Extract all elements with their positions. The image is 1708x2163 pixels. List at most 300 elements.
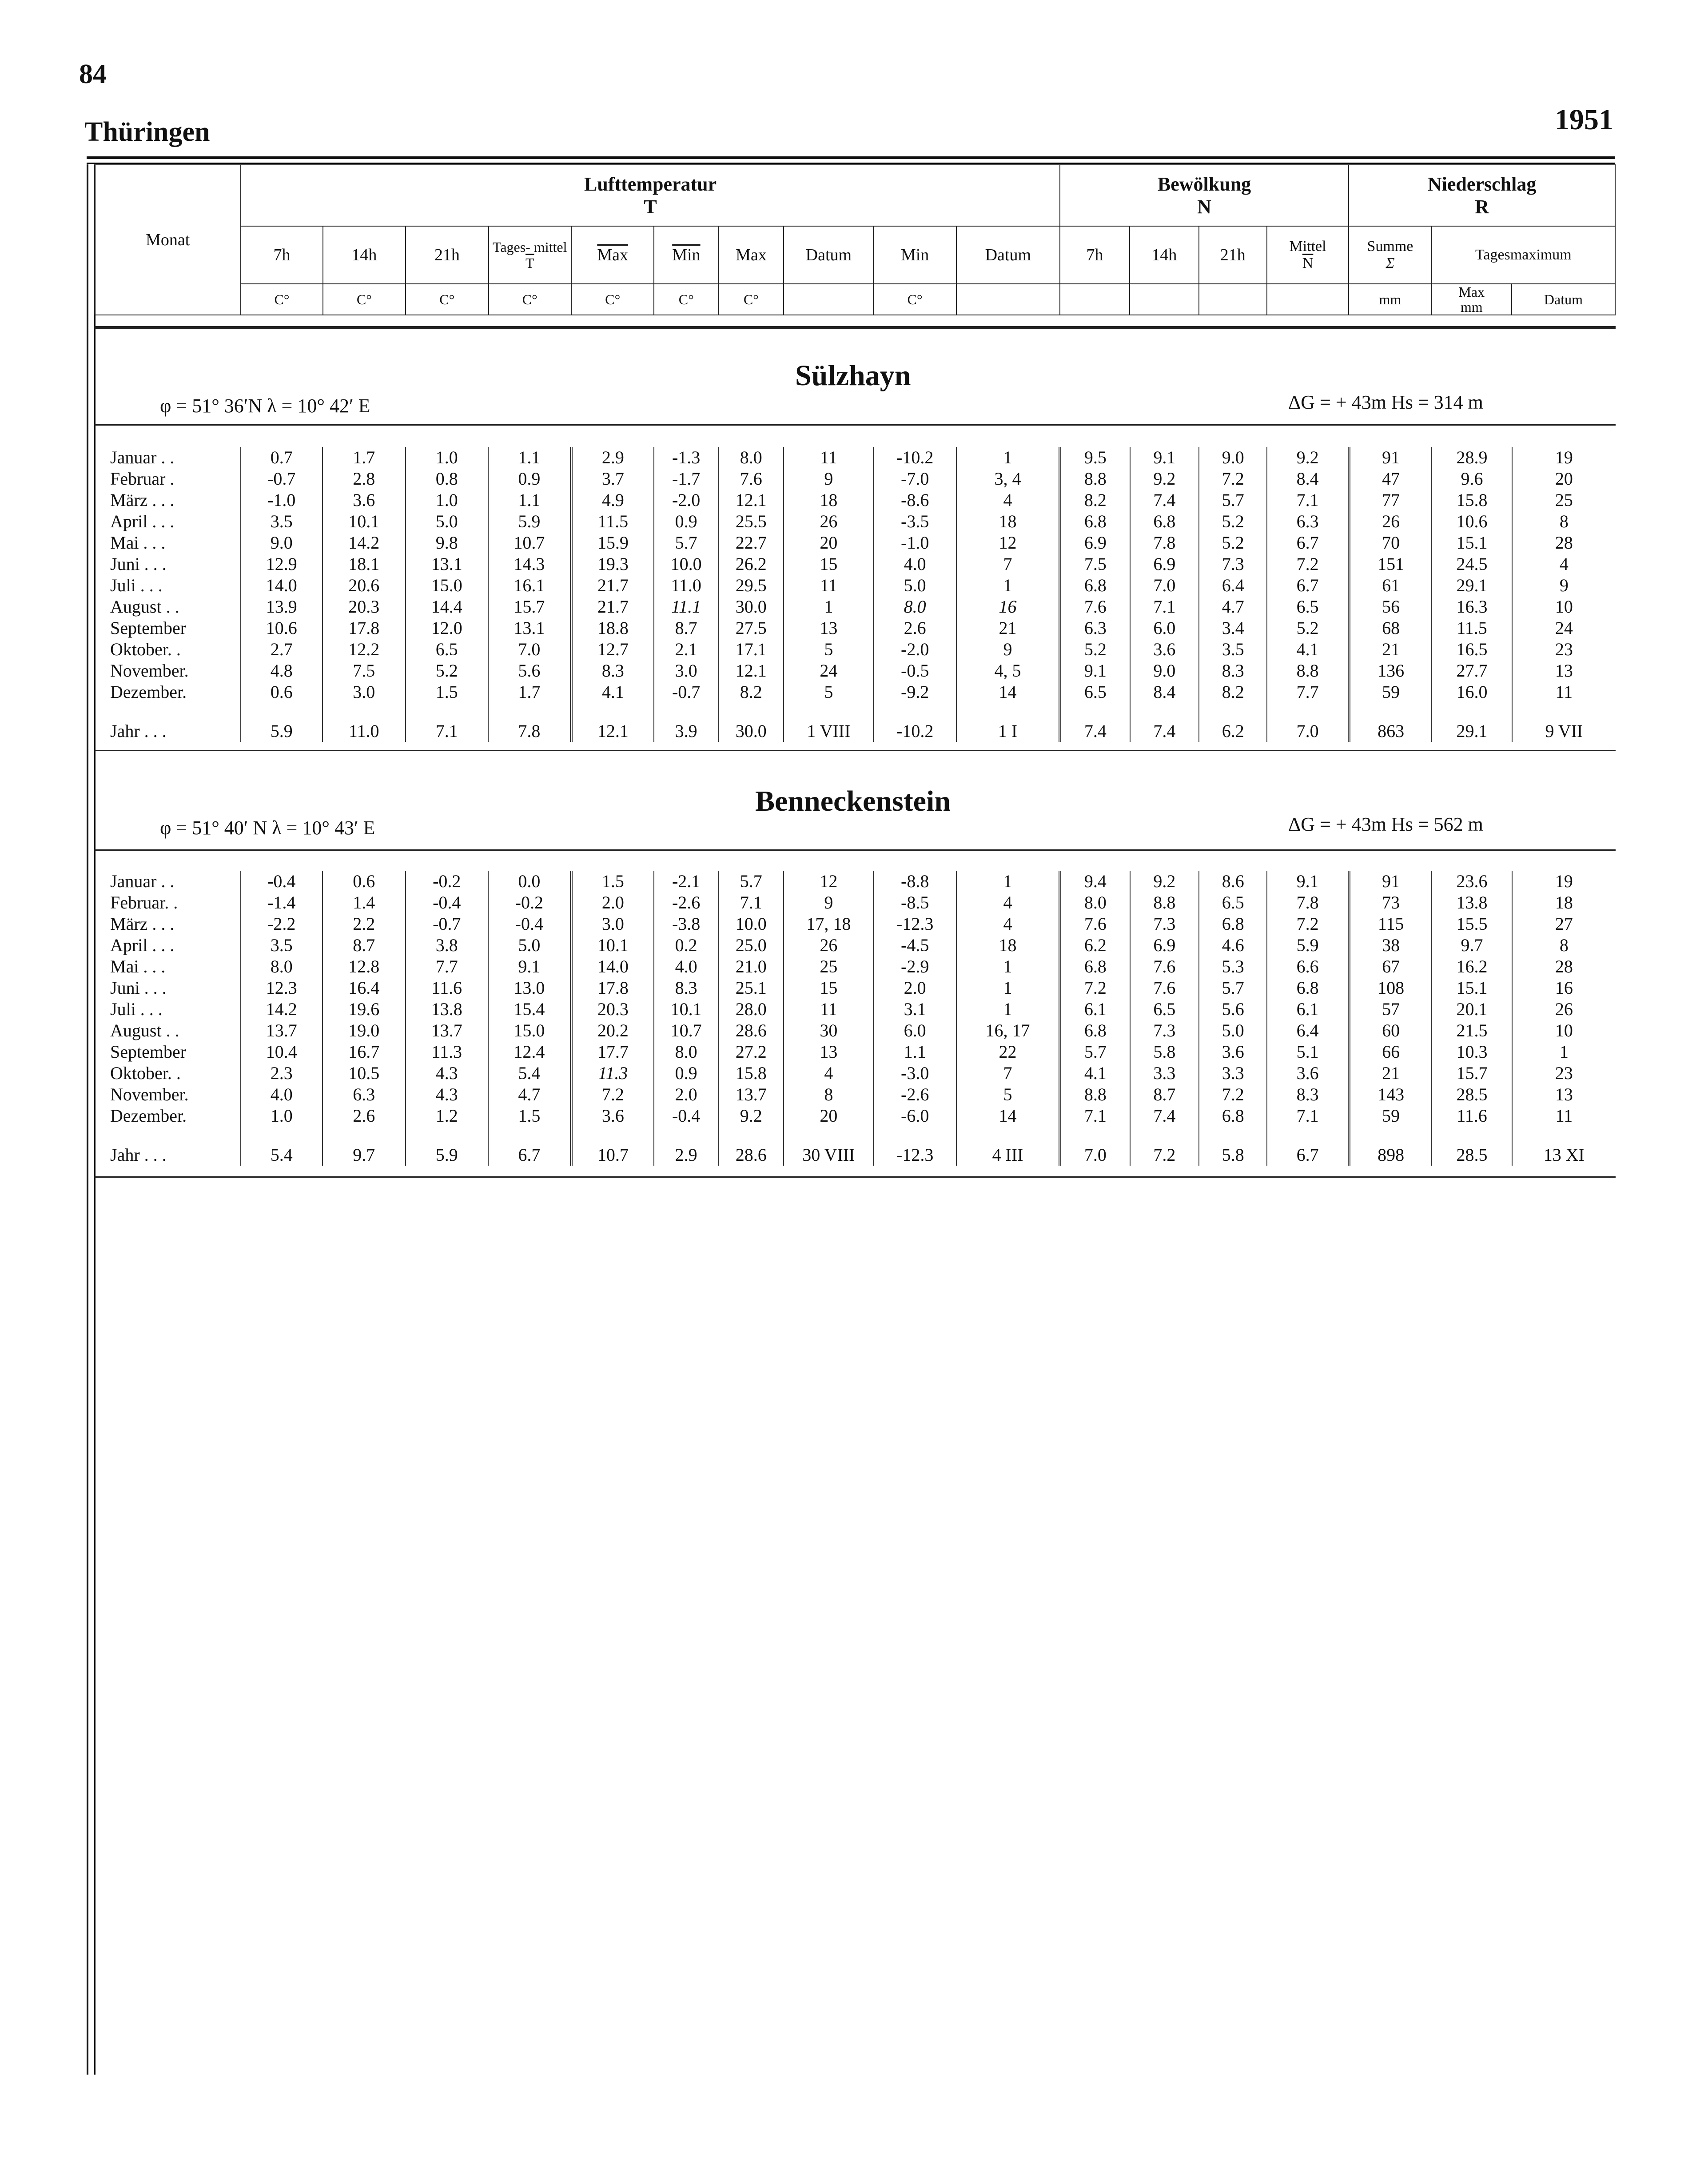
table-cell: 1 I xyxy=(956,703,1060,742)
table-cell: 15.8 xyxy=(718,1063,784,1084)
table-cell: 25.1 xyxy=(718,977,784,999)
table-cell: 16.4 xyxy=(322,977,406,999)
table-cell: -3.0 xyxy=(873,1063,956,1084)
table-cell: 17, 18 xyxy=(784,913,873,935)
col-n-7h xyxy=(1060,226,1130,284)
table-cell: 4.8 xyxy=(241,660,322,681)
table-cell: -2.6 xyxy=(654,892,718,913)
table-cell: 28.6 xyxy=(718,1127,784,1166)
table-cell: 7.2 xyxy=(1267,554,1349,575)
table-cell: 5 xyxy=(784,639,873,660)
unit-c: C° xyxy=(439,291,455,307)
summe-label: Summe xyxy=(1367,238,1413,255)
table-cell: 4 xyxy=(956,913,1060,935)
table-cell: 19.6 xyxy=(322,999,406,1020)
table-cell: 7.2 xyxy=(1199,468,1267,490)
table-cell: 15.4 xyxy=(488,999,571,1020)
table-row xyxy=(94,639,1616,660)
table-cell: 14 xyxy=(956,1105,1060,1127)
table-cell: 11.5 xyxy=(571,511,654,532)
table-cell: 4.1 xyxy=(1060,1063,1130,1084)
table-cell: 13.8 xyxy=(1432,892,1512,913)
month-label: Dezember. xyxy=(110,1106,187,1126)
table-cell: 5.7 xyxy=(654,532,718,554)
table-cell: 12.1 xyxy=(718,660,784,681)
table-cell: 6.1 xyxy=(1060,999,1130,1020)
table-cell: 7.3 xyxy=(1199,554,1267,575)
table-cell: 7.0 xyxy=(1060,1127,1130,1166)
table-cell: 28.0 xyxy=(718,999,784,1020)
table-cell: 12.7 xyxy=(571,639,654,660)
table-cell: -2.6 xyxy=(873,1084,956,1105)
table-cell: 1.7 xyxy=(488,681,571,703)
table-cell: 4.6 xyxy=(1199,935,1267,956)
table-cell: 19 xyxy=(1512,871,1616,892)
table-cell: 5.2 xyxy=(406,660,489,681)
table-cell: 8.7 xyxy=(1130,1084,1199,1105)
month-label: Juli . . . xyxy=(110,575,163,595)
month-label: Jahr . . . xyxy=(110,1145,167,1165)
table-cell: 9 xyxy=(956,639,1060,660)
table-cell: 7.0 xyxy=(1267,703,1349,742)
table-cell: 4.3 xyxy=(406,1063,489,1084)
table-cell: 28.9 xyxy=(1432,447,1512,468)
table-cell: 18 xyxy=(1512,892,1616,913)
table-cell: 18.8 xyxy=(571,617,654,639)
table-cell: 61 xyxy=(1349,575,1432,596)
col-min-datum xyxy=(956,226,1060,284)
table-cell: 9.0 xyxy=(1199,447,1267,468)
table-cell: 5.2 xyxy=(1199,532,1267,554)
table-cell: 21 xyxy=(1349,639,1432,660)
table-cell: 5.2 xyxy=(1060,639,1130,660)
table-cell: 3.5 xyxy=(241,511,322,532)
table-cell: 5.9 xyxy=(241,703,322,742)
col-7h-label: 7h xyxy=(273,246,291,264)
table-cell: 2.6 xyxy=(322,1105,406,1127)
table-cell: 0.8 xyxy=(406,468,489,490)
table-cell: 17.1 xyxy=(718,639,784,660)
table-cell: 73 xyxy=(1349,892,1432,913)
table-cell: 10.5 xyxy=(322,1063,406,1084)
table-cell: 8.4 xyxy=(1267,468,1349,490)
table-cell: 8.8 xyxy=(1060,468,1130,490)
min-datum-label: Datum xyxy=(985,246,1031,264)
unit-c: C° xyxy=(274,291,290,307)
table-cell: -0.7 xyxy=(654,681,718,703)
table-cell: 16.1 xyxy=(488,575,571,596)
table-cell: 4.7 xyxy=(488,1084,571,1105)
table-cell: 7.4 xyxy=(1130,703,1199,742)
table-cell: 2.8 xyxy=(322,468,406,490)
header-niederschlag xyxy=(1349,165,1615,226)
table-cell: 6.8 xyxy=(1130,511,1199,532)
table-cell: 11 xyxy=(784,575,873,596)
table-cell: -0.7 xyxy=(241,468,322,490)
table-cell: 10.6 xyxy=(1432,511,1512,532)
bewoelkung-symbol: N xyxy=(1197,196,1211,218)
table-cell: 3.6 xyxy=(1267,1063,1349,1084)
table-cell: 7.8 xyxy=(488,703,571,742)
table-cell: 6.7 xyxy=(488,1127,571,1166)
month-label: Juli . . . xyxy=(110,999,163,1019)
table-cell: 7.4 xyxy=(1130,490,1199,511)
max-mean-label: $\overline{Max}$ xyxy=(597,246,628,264)
table-cell: 0.9 xyxy=(488,468,571,490)
table-cell: 8.0 xyxy=(718,447,784,468)
table-cell: 15.0 xyxy=(406,575,489,596)
col-max-datum xyxy=(784,226,873,284)
table-cell: 7.7 xyxy=(1267,681,1349,703)
lufttemperatur-symbol: T xyxy=(644,196,657,218)
unit-tm-max xyxy=(1432,284,1512,315)
table-cell: 21.5 xyxy=(1432,1020,1512,1041)
table-cell: 9.2 xyxy=(1130,468,1199,490)
table-cell: 27.5 xyxy=(718,617,784,639)
table-cell: 1.2 xyxy=(406,1105,489,1127)
table-cell: 108 xyxy=(1349,977,1432,999)
year-row xyxy=(94,1127,1616,1166)
table-cell: 4.1 xyxy=(1267,639,1349,660)
table-cell: 6.5 xyxy=(406,639,489,660)
table-cell: 11.3 xyxy=(571,1063,654,1084)
col-21h-label: 21h xyxy=(434,246,460,264)
table-cell: 4.0 xyxy=(873,554,956,575)
table-cell: 20.1 xyxy=(1432,999,1512,1020)
table-cell: 10.7 xyxy=(571,1127,654,1166)
table-cell: 3.6 xyxy=(1199,1041,1267,1063)
table-cell: 47 xyxy=(1349,468,1432,490)
table-cell: 4 xyxy=(956,490,1060,511)
table-cell: -12.3 xyxy=(873,913,956,935)
month-label: November. xyxy=(110,661,189,681)
table-cell: -1.3 xyxy=(654,447,718,468)
table-cell: 3.0 xyxy=(322,681,406,703)
table-cell: 7.8 xyxy=(1267,892,1349,913)
table-cell: 3, 4 xyxy=(956,468,1060,490)
month-label: Juni . . . xyxy=(110,554,167,574)
table-cell: 10.0 xyxy=(654,554,718,575)
table-cell: 4 xyxy=(1512,554,1616,575)
mittel-label: Mittel xyxy=(1289,238,1326,255)
table-cell: 1 xyxy=(1512,1041,1616,1063)
unit-21h xyxy=(406,284,488,315)
col-summe xyxy=(1349,226,1431,284)
table-cell: 8.7 xyxy=(322,935,406,956)
table-cell: 3.0 xyxy=(571,913,654,935)
col-n-mittel xyxy=(1267,226,1349,284)
table-cell: 20.3 xyxy=(322,596,406,617)
month-label: April . . . xyxy=(110,511,175,531)
station-coords: φ = 51° 40′ N λ = 10° 43′ E xyxy=(160,817,375,839)
lufttemperatur-label: Lufttemperatur xyxy=(584,173,717,195)
unit-min-mean xyxy=(654,284,718,315)
table-cell: 20 xyxy=(1512,468,1616,490)
table-cell: 29.1 xyxy=(1432,703,1512,742)
unit-n-14h xyxy=(1130,284,1198,315)
table-cell: 9.5 xyxy=(1060,447,1130,468)
table-cell: 1.1 xyxy=(873,1041,956,1063)
table-cell: -8.6 xyxy=(873,490,956,511)
table-cell: 9.4 xyxy=(1060,871,1130,892)
table-cell: 6.8 xyxy=(1199,913,1267,935)
table-cell: 13.7 xyxy=(406,1020,489,1041)
table-cell: 17.7 xyxy=(571,1041,654,1063)
table-cell: 8.0 xyxy=(241,956,322,977)
table-cell: 25.0 xyxy=(718,935,784,956)
table-cell: 15 xyxy=(784,554,873,575)
table-cell: 66 xyxy=(1349,1041,1432,1063)
table-cell: 10.6 xyxy=(241,617,322,639)
table-cell: 9.2 xyxy=(718,1105,784,1127)
niederschlag-symbol: R xyxy=(1475,196,1489,218)
table-cell: -0.2 xyxy=(488,892,571,913)
table-cell: 6.9 xyxy=(1130,554,1199,575)
table-cell: 7.5 xyxy=(322,660,406,681)
table-cell: 30 VIII xyxy=(784,1127,873,1166)
unit-n-21h xyxy=(1199,284,1267,315)
table-cell: -0.4 xyxy=(488,913,571,935)
unit-tagesmittel xyxy=(489,284,571,315)
table-cell: 1 xyxy=(956,447,1060,468)
table-cell: 6.8 xyxy=(1060,956,1130,977)
unit-c: C° xyxy=(907,291,923,307)
table-cell: 16.7 xyxy=(322,1041,406,1063)
table-row xyxy=(94,511,1616,532)
table-cell: 9.2 xyxy=(1267,447,1349,468)
table-cell: 8.8 xyxy=(1267,660,1349,681)
table-cell: 5.2 xyxy=(1199,511,1267,532)
month-label: Juni . . . xyxy=(110,978,167,998)
month-label: Mai . . . xyxy=(110,956,166,976)
table-cell: 6.5 xyxy=(1130,999,1199,1020)
table-row xyxy=(94,554,1616,575)
table-cell: 26 xyxy=(1349,511,1432,532)
table-cell: 10.0 xyxy=(718,913,784,935)
table-cell: -0.4 xyxy=(406,892,489,913)
table-cell: 13.7 xyxy=(718,1084,784,1105)
table-cell: 8.0 xyxy=(1060,892,1130,913)
station-coords: φ = 51° 36′N λ = 10° 42′ E xyxy=(160,395,370,417)
table-cell: 11 xyxy=(784,999,873,1020)
table-cell: 8.2 xyxy=(1060,490,1130,511)
table-cell: -10.2 xyxy=(873,447,956,468)
table-row xyxy=(94,977,1616,999)
table-cell: 15.5 xyxy=(1432,913,1512,935)
table-cell: 13.1 xyxy=(488,617,571,639)
table-cell: 12.4 xyxy=(488,1041,571,1063)
table-cell: 6.8 xyxy=(1199,1105,1267,1127)
tm-max-label: Max xyxy=(1458,284,1485,300)
monat-label: Monat xyxy=(146,231,190,249)
table-cell: 9.1 xyxy=(488,956,571,977)
table-cell: 8.3 xyxy=(1199,660,1267,681)
tm-datum-label: Datum xyxy=(1544,291,1583,307)
table-cell: 3.8 xyxy=(406,935,489,956)
table-cell: 6.7 xyxy=(1267,1127,1349,1166)
table-cell: 6.9 xyxy=(1060,532,1130,554)
table-cell: 10.1 xyxy=(322,511,406,532)
min-mean-label: $\overline{Min}$ xyxy=(672,246,701,264)
table-cell: 23.6 xyxy=(1432,871,1512,892)
table-cell: 5.6 xyxy=(488,660,571,681)
table-cell: 21.7 xyxy=(571,596,654,617)
table-cell: 14.0 xyxy=(241,575,322,596)
table-cell: 25 xyxy=(784,956,873,977)
table-cell: 5.4 xyxy=(488,1063,571,1084)
table-cell: 9.1 xyxy=(1130,447,1199,468)
table-cell: 17.8 xyxy=(571,977,654,999)
table-cell: 6.5 xyxy=(1060,681,1130,703)
table-cell: 7.8 xyxy=(1130,532,1199,554)
table-cell: 1 xyxy=(956,871,1060,892)
table-cell: -3.8 xyxy=(654,913,718,935)
table-cell: 15 xyxy=(784,977,873,999)
table-cell: 6.9 xyxy=(1130,935,1199,956)
table-row xyxy=(94,1020,1616,1041)
table-cell: 60 xyxy=(1349,1020,1432,1041)
max-datum-label: Datum xyxy=(805,246,852,264)
table-cell: -9.2 xyxy=(873,681,956,703)
table-cell: 6.8 xyxy=(1060,1020,1130,1041)
table-cell: 11.5 xyxy=(1432,617,1512,639)
table-cell: 7.4 xyxy=(1130,1105,1199,1127)
unit-c: C° xyxy=(522,291,537,307)
table-cell: 20.2 xyxy=(571,1020,654,1041)
table-cell: -0.7 xyxy=(406,913,489,935)
table-cell: 7.0 xyxy=(488,639,571,660)
table-cell: 14.0 xyxy=(571,956,654,977)
table-cell: -0.5 xyxy=(873,660,956,681)
table-row xyxy=(94,617,1616,639)
table-cell: 25 xyxy=(1512,490,1616,511)
month-label: Dezember. xyxy=(110,682,187,702)
table-cell: -1.4 xyxy=(241,892,322,913)
month-label: Januar . . xyxy=(110,871,175,891)
table-cell: 0.0 xyxy=(488,871,571,892)
table-cell: 4.3 xyxy=(406,1084,489,1105)
table-cell: 7.6 xyxy=(718,468,784,490)
table-cell: 56 xyxy=(1349,596,1432,617)
table-cell: 11.6 xyxy=(406,977,489,999)
table-row xyxy=(94,1041,1616,1063)
table-cell: 7.4 xyxy=(1060,703,1130,742)
table-cell: 12.0 xyxy=(406,617,489,639)
table-cell: 4 III xyxy=(956,1127,1060,1166)
table-row xyxy=(94,447,1616,468)
table-cell: 12.9 xyxy=(241,554,322,575)
table-cell: 59 xyxy=(1349,681,1432,703)
table-cell: 5 xyxy=(956,1084,1060,1105)
table-cell: 13.0 xyxy=(488,977,571,999)
table-cell: 1.1 xyxy=(488,447,571,468)
table-cell: 14.2 xyxy=(241,999,322,1020)
header-bottom-rule xyxy=(94,326,1616,329)
table-cell: 38 xyxy=(1349,935,1432,956)
month-label: November. xyxy=(110,1084,189,1104)
table-cell: -8.8 xyxy=(873,871,956,892)
table-cell: 2.6 xyxy=(873,617,956,639)
col-7h xyxy=(241,226,322,284)
table-cell: 18 xyxy=(956,935,1060,956)
region-title: Thüringen xyxy=(84,117,210,147)
table-cell: 3.6 xyxy=(1130,639,1199,660)
table-cell: 4.1 xyxy=(571,681,654,703)
month-label: Oktober. . xyxy=(110,1063,181,1083)
table-cell: -2.1 xyxy=(654,871,718,892)
table-cell: 6.5 xyxy=(1267,596,1349,617)
table-cell: 5.1 xyxy=(1267,1041,1349,1063)
table-cell: 26 xyxy=(1512,999,1616,1020)
table-cell: 6.7 xyxy=(1267,575,1349,596)
table-row xyxy=(94,660,1616,681)
table-cell: 2.0 xyxy=(571,892,654,913)
unit-max-datum xyxy=(784,284,873,315)
table-cell: 91 xyxy=(1349,871,1432,892)
table-cell: 19.0 xyxy=(322,1020,406,1041)
table-row xyxy=(94,1105,1616,1127)
table-cell: 28 xyxy=(1512,532,1616,554)
table-cell: 898 xyxy=(1349,1127,1432,1166)
n-7h-label: 7h xyxy=(1086,246,1103,264)
table-cell: 5.9 xyxy=(406,1127,489,1166)
table-cell: 11.6 xyxy=(1432,1105,1512,1127)
month-label: Februar. . xyxy=(110,892,178,912)
station-bottom-rule xyxy=(94,1176,1616,1178)
table-cell: 16.0 xyxy=(1432,681,1512,703)
table-cell: 7.6 xyxy=(1060,596,1130,617)
col-max xyxy=(718,226,784,284)
table-cell: 18 xyxy=(956,511,1060,532)
table-cell: 30.0 xyxy=(718,703,784,742)
table-cell: 14.3 xyxy=(488,554,571,575)
header-lufttemperatur xyxy=(241,165,1059,226)
table-cell: 5.9 xyxy=(1267,935,1349,956)
niederschlag-label: Niederschlag xyxy=(1427,173,1537,195)
col-n-14h xyxy=(1130,226,1198,284)
table-cell: 863 xyxy=(1349,703,1432,742)
table-cell: 6.3 xyxy=(322,1084,406,1105)
station-table xyxy=(94,447,1616,742)
col-14h xyxy=(323,226,406,284)
table-cell: 6.1 xyxy=(1267,999,1349,1020)
table-cell: 59 xyxy=(1349,1105,1432,1127)
table-cell: 9 xyxy=(1512,575,1616,596)
table-cell: 25.5 xyxy=(718,511,784,532)
table-cell: 13.7 xyxy=(241,1020,322,1041)
table-cell: 0.2 xyxy=(654,935,718,956)
table-cell: 28.5 xyxy=(1432,1084,1512,1105)
station-rule xyxy=(94,849,1616,851)
table-cell: -2.2 xyxy=(241,913,322,935)
table-cell: 27 xyxy=(1512,913,1616,935)
table-cell: 13.8 xyxy=(406,999,489,1020)
table-cell: 4.0 xyxy=(241,1084,322,1105)
month-label: März . . . xyxy=(110,914,175,934)
table-cell: 6.8 xyxy=(1060,511,1130,532)
table-row xyxy=(94,596,1616,617)
table-cell: 15.7 xyxy=(488,596,571,617)
month-label: März . . . xyxy=(110,490,175,510)
table-cell: 21.0 xyxy=(718,956,784,977)
table-cell: 5.8 xyxy=(1199,1127,1267,1166)
table-cell: 19.3 xyxy=(571,554,654,575)
table-cell: 5.0 xyxy=(406,511,489,532)
table-cell: 67 xyxy=(1349,956,1432,977)
table-cell: 1 xyxy=(956,575,1060,596)
table-cell: 12 xyxy=(784,871,873,892)
table-cell: 3.5 xyxy=(1199,639,1267,660)
